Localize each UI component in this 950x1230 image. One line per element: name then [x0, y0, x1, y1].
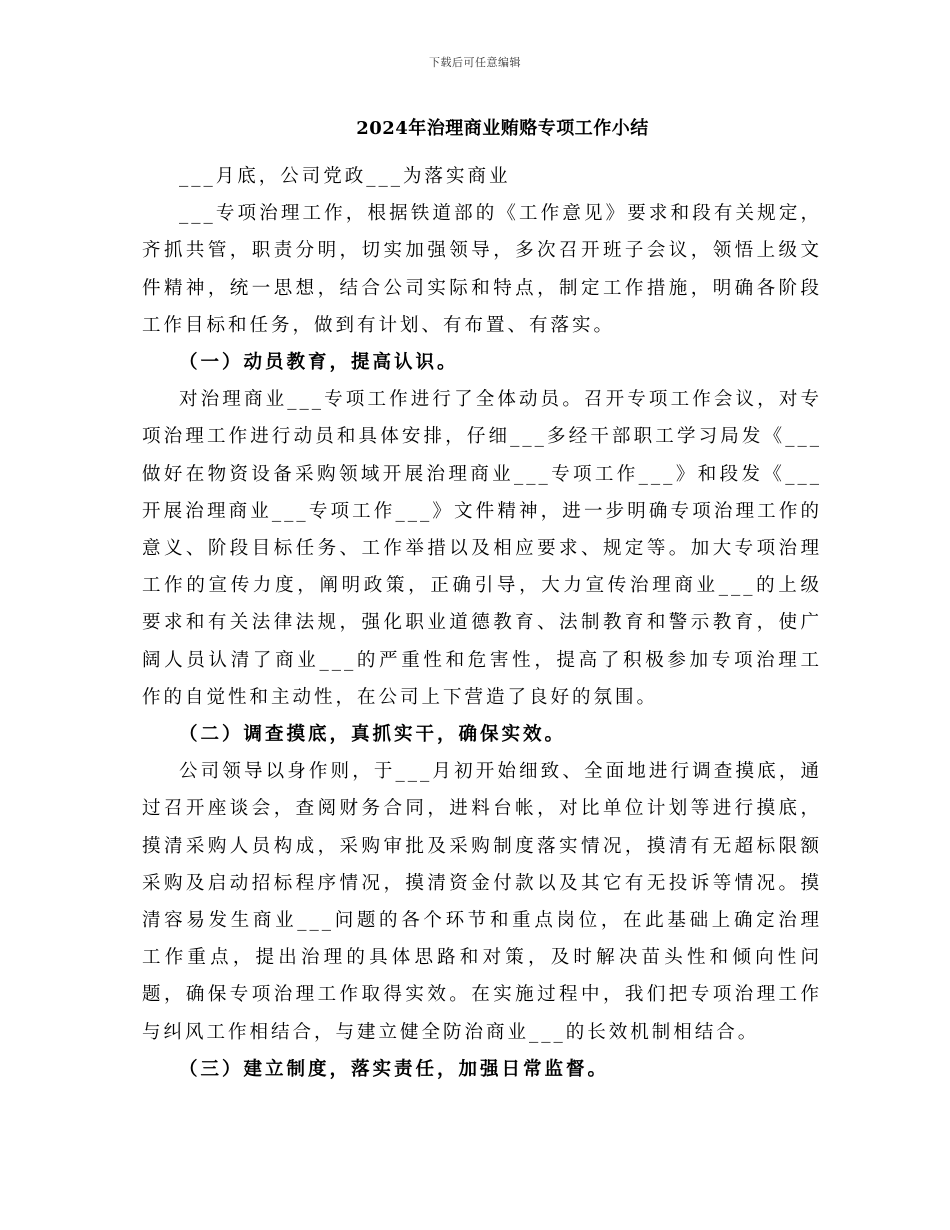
- document-title: 2024年治理商业贿赂专项工作小结: [356, 118, 649, 139]
- paragraph-section-2: 公司领导以身作则，于___月初开始细致、全面地进行调查摸底，通过召开座谈会，查阅财务合同，进料台帐，对比单位计划等进行摸底，摸清采购人员构成，采购审批及采购制度落实情况，摸清有无超标限额采购及启动招标程序情况，摸清资金付款以及其它有无投诉等情况。摸清容易发生商业___问题的各个环节和重点岗位，在此基础上确定治理工作重点，提出治理的具体思路和对策，及时解决苗头性和倾向性问题，确保专项治理工作取得实效。在实施过程中，我们把专项治理工作与纠风工作相结合，与建立健全防治商业___的长效机制相结合。: [142, 761, 822, 1043]
- document-body: [142, 158, 822, 1088]
- section-heading-3: （三）建立制度，落实责任，加强日常监督。: [179, 1058, 610, 1080]
- section-heading-1: （一）动员教育，提高认识。: [179, 352, 459, 374]
- section-heading-2: （二）调查摸底，真抓实干，确保实效。: [179, 724, 567, 746]
- paragraph-intro: ___月底，公司党政___为落实商业: [179, 166, 511, 187]
- header-note: 下载后可任意编辑: [429, 56, 521, 69]
- paragraph-section-1: 对治理商业___专项工作进行了全体动员。召开专项工作会议，对专项治理工作进行动员和具体安排，仔细___多经干部职工学习局发《___做好在物资设备采购领域开展治理商业___专项工作___》和段发《___开展治理商业___专项工作___》文件精神，进一步明确专项治理工作的意义、阶段目标任务、工作举措以及相应要求、规定等。加大专项治理工作的宣传力度，阐明政策，正确引导，大力宣传治理商业___的上级要求和有关法律法规，强化职业道德教育、法制教育和警示教育，使广阔人员认清了商业___的严重性和危害性，提高了积极参加专项治理工作的自觉性和主动性，在公司上下营造了良好的氛围。: [142, 389, 822, 708]
- paragraph-overview: ___专项治理工作，根据铁道部的《工作意见》要求和段有关规定，齐抓共管，职责分明，切实加强领导，多次召开班子会议，领悟上级文件精神，统一思想，结合公司实际和特点，制定工作措施，明确各阶段工作目标和任务，做到有计划、有布置、有落实。: [142, 203, 822, 336]
